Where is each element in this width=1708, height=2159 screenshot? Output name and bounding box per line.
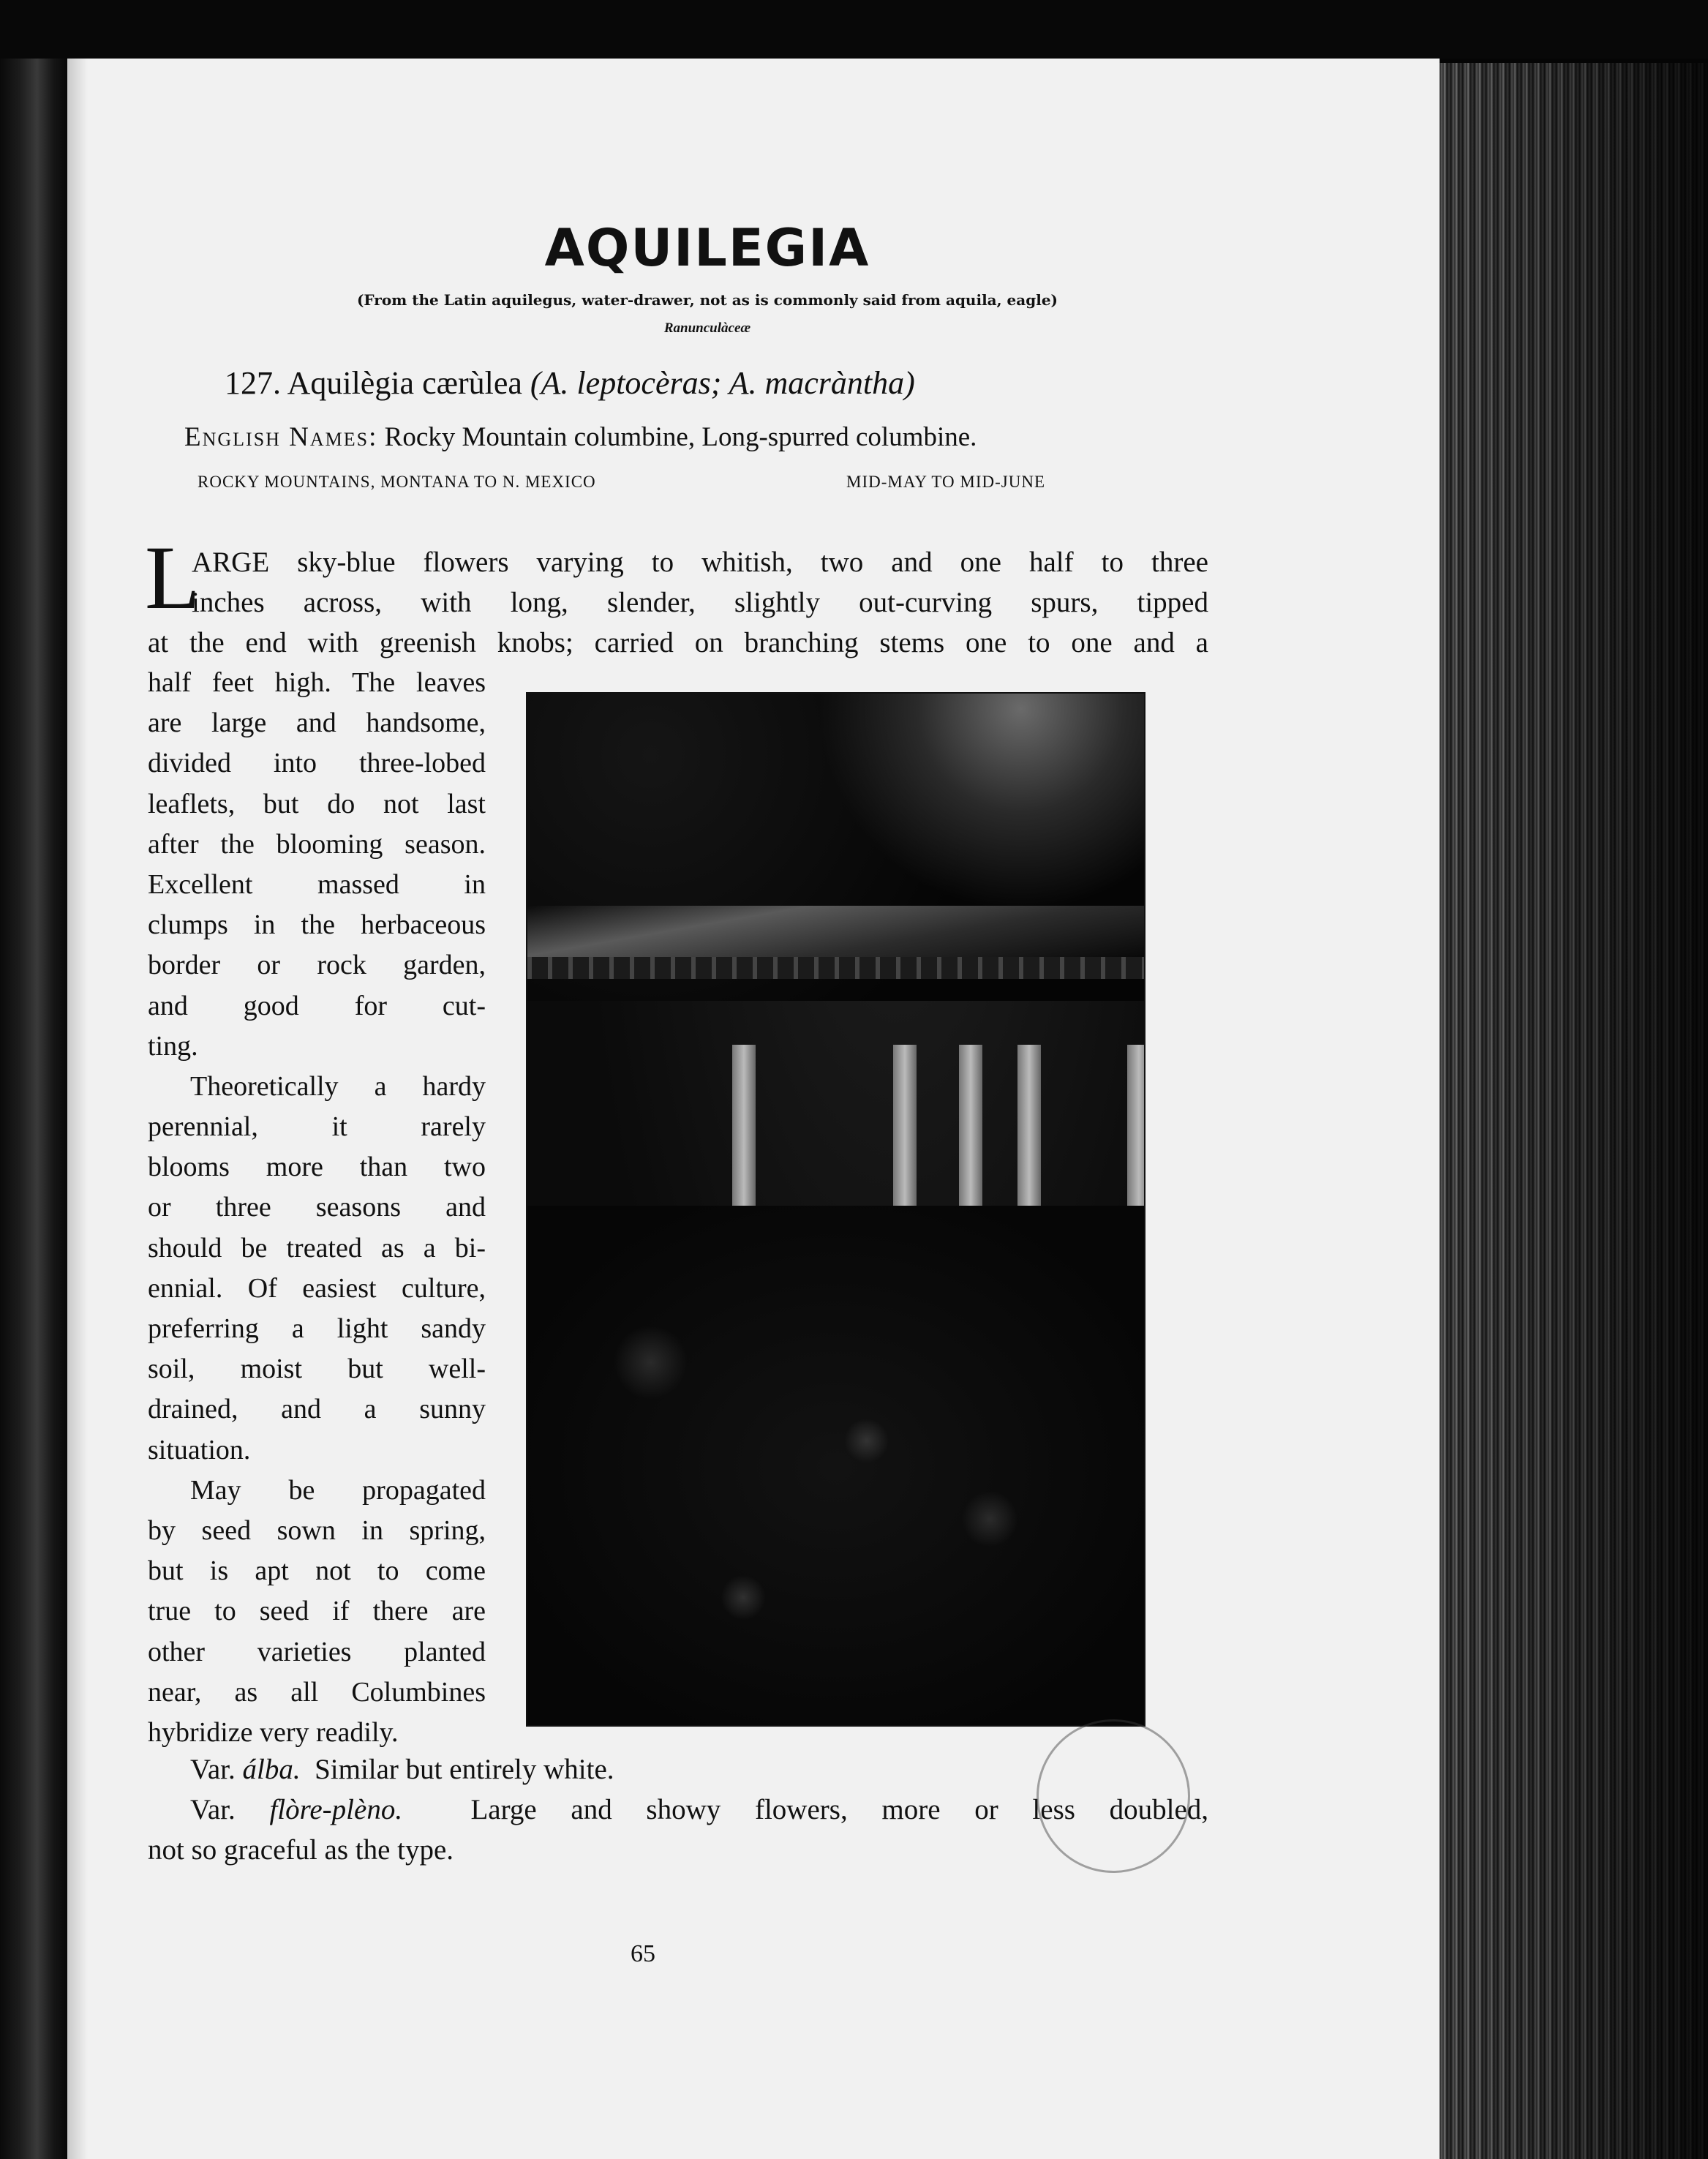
etymology-note: (From the Latin aquilegus, water-drawer, not as is commonly said from aquila, eagle): [356, 291, 1058, 309]
page-number: 65: [631, 1940, 655, 1967]
column-line: but is apt not to come: [148, 1555, 486, 1587]
body-line-1: ARGE sky-blue flowers varying to whitish, two and one half to three: [192, 547, 1208, 578]
scan-top-margin: [0, 0, 1708, 59]
species-heading: [225, 364, 915, 402]
photo-pergola-beams: [527, 957, 1144, 979]
column-line: are large and handsome,: [148, 707, 486, 739]
column-line: perennial, it rarely: [148, 1111, 486, 1143]
family-name: Ranunculàceæ: [663, 320, 751, 336]
photo-columbine-foliage: [527, 1206, 1144, 1727]
page-title: AQUILEGIA: [544, 218, 870, 278]
variety-label: Var.: [190, 1754, 236, 1785]
english-names-line: [184, 421, 977, 453]
variety-text: Similar but entirely white.: [315, 1754, 614, 1785]
bloom-season: MID-MAY TO MID-JUNE: [846, 473, 1046, 491]
column-line: after the blooming season.: [148, 828, 486, 860]
library-stamp: [1037, 1719, 1190, 1873]
column-line: May be propagated: [190, 1474, 486, 1506]
column-line: clumps in the herbaceous: [148, 909, 486, 941]
book-page-edges: [1440, 63, 1708, 2159]
column-line: should be treated as a bi-: [148, 1232, 486, 1264]
photo-pergola-roof: [527, 906, 1144, 964]
english-names-label: English Names:: [184, 422, 378, 452]
column-line: ennial. Of easiest culture,: [148, 1272, 486, 1304]
book-page: [67, 59, 1440, 2159]
column-line: border or rock garden,: [148, 950, 486, 981]
column-line: soil, moist but well-: [148, 1353, 486, 1385]
column-line: preferring a light sandy: [148, 1313, 486, 1344]
column-line: divided into three-lobed: [148, 748, 486, 779]
column-line: or three seasons and: [148, 1192, 486, 1223]
variety-label: Var.: [190, 1794, 236, 1825]
column-line: situation.: [148, 1434, 251, 1465]
variety-text: Large and showy flowers, more or less doubled,: [470, 1794, 1209, 1825]
body-last-line: not so graceful as the type.: [148, 1834, 454, 1866]
column-line: Excellent massed in: [148, 868, 486, 900]
english-names-text: Rocky Mountain columbine, Long-spurred columbine.: [384, 422, 977, 452]
entry-number: 127.: [225, 365, 281, 401]
variety-alba: [190, 1753, 614, 1786]
species-synonyms: (A. leptocèras; A. macràntha): [530, 365, 915, 401]
column-line: true to seed if there are: [148, 1596, 486, 1627]
variety-name: álba.: [242, 1754, 301, 1785]
column-line: near, as all Columbines: [148, 1676, 486, 1708]
column-line: other varieties planted: [148, 1636, 486, 1667]
column-line: Theoretically a hardy: [190, 1070, 486, 1102]
book-spine-left: [0, 59, 67, 2159]
body-line-3: at the end with greenish knobs; carried on branching stems one to one and a: [148, 627, 1208, 658]
column-line: and good for cut-: [148, 990, 486, 1021]
column-line: half feet high. The leaves: [148, 667, 486, 698]
column-line: hybridize very readily.: [148, 1716, 399, 1748]
column-line: ting.: [148, 1030, 198, 1062]
body-line-2: inches across, with long, slender, slightly out-curving spurs, tipped: [192, 587, 1208, 618]
column-line: leaflets, but do not last: [148, 788, 486, 819]
native-region: ROCKY MOUNTAINS, MONTANA TO N. MEXICO: [197, 473, 596, 491]
drop-cap: L: [145, 527, 200, 628]
column-line: drained, and a sunny: [148, 1394, 486, 1425]
variety-name: flòre-plèno.: [269, 1794, 403, 1825]
column-line: by seed sown in spring,: [148, 1514, 486, 1546]
column-line: blooms more than two: [148, 1152, 486, 1183]
pergola-photograph: [526, 692, 1145, 1727]
species-name: Aquilègia cærùlea: [287, 365, 522, 401]
text-column: [148, 663, 486, 1753]
